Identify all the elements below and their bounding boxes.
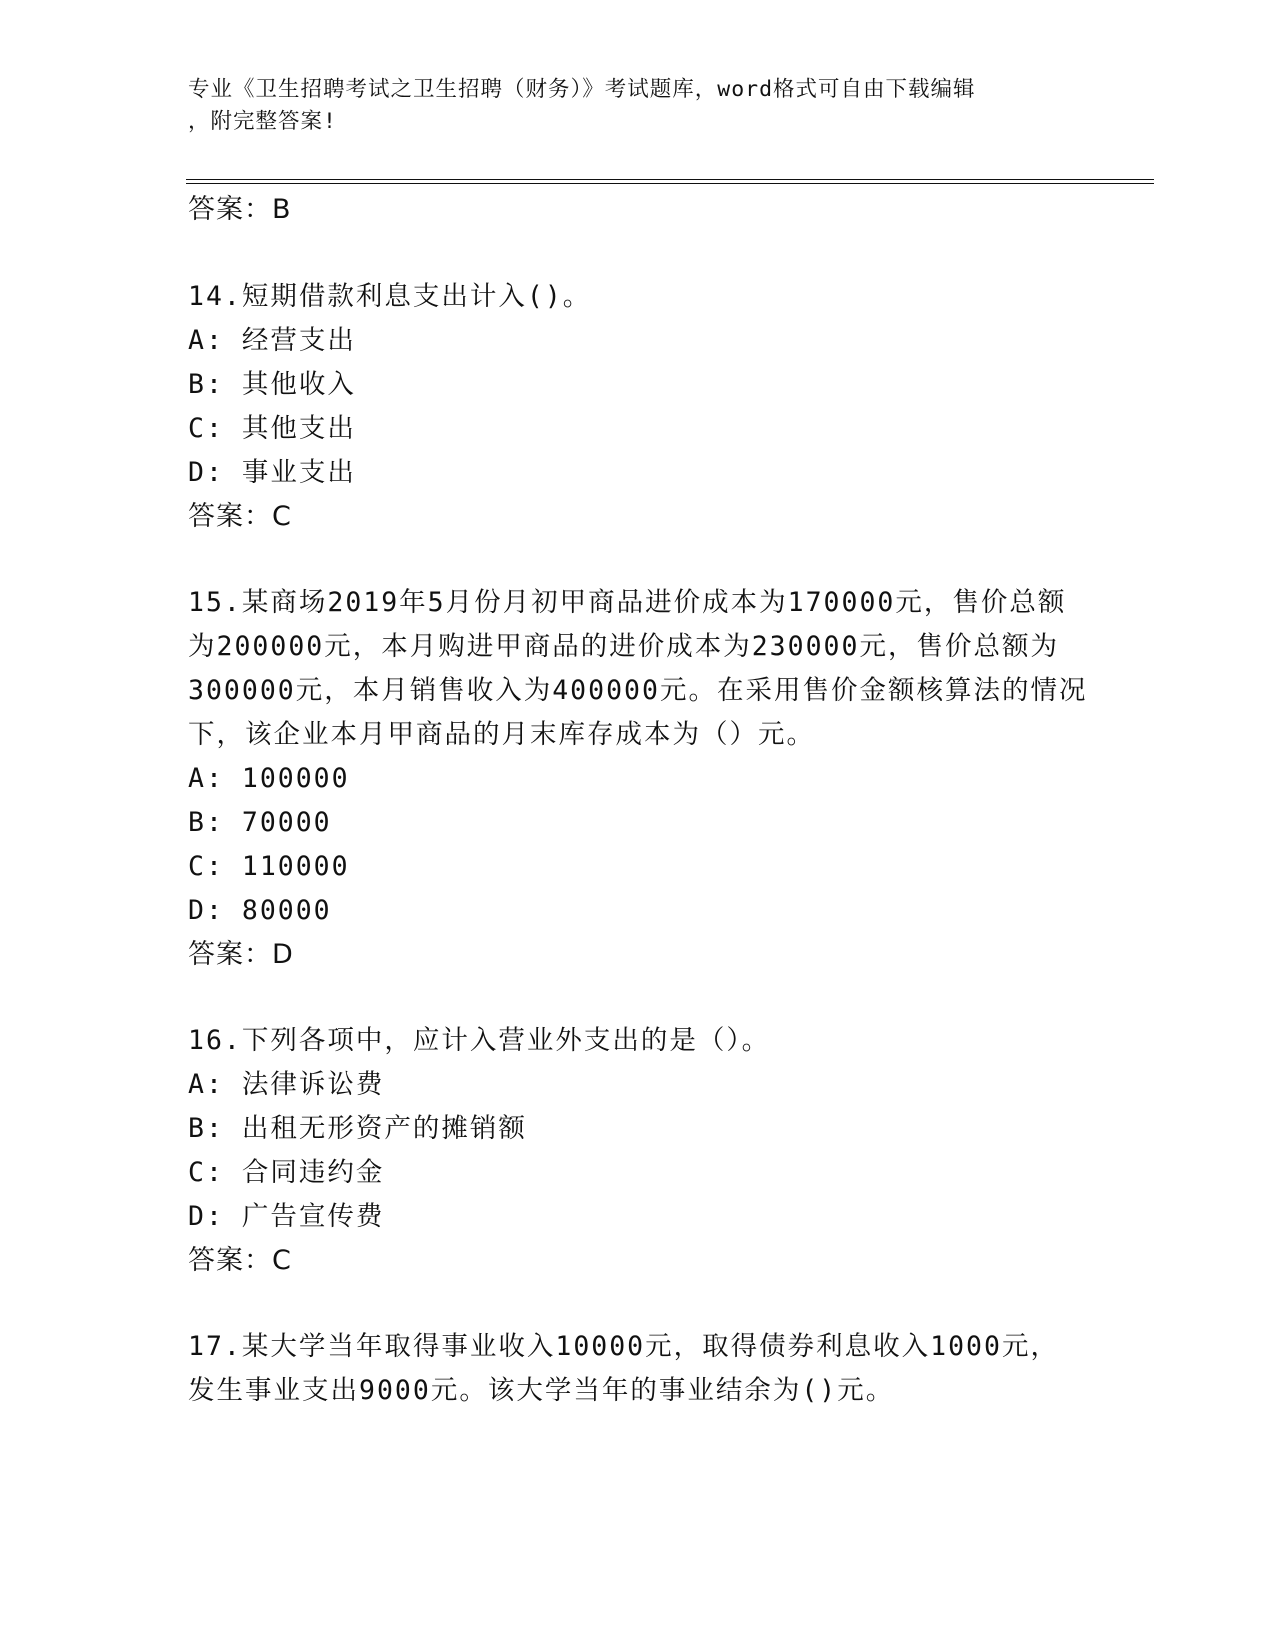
option-d: D: 80000: [188, 895, 332, 926]
option-c: C: 合同违约金: [188, 1157, 385, 1188]
option-c: C: 其他支出: [188, 413, 356, 444]
option-b: B: 其他收入: [188, 369, 356, 400]
question-text: 发生事业支出9000元。该大学当年的事业结余为()元。: [188, 1375, 895, 1406]
option-b: B: 70000: [188, 807, 332, 838]
option-d: D: 事业支出: [188, 457, 356, 488]
header-divider-top: [186, 179, 1154, 180]
header-line-2: ，附完整答案!: [188, 109, 337, 134]
option-a: A: 法律诉讼费: [188, 1069, 385, 1100]
question-text: 16.下列各项中，应计入营业外支出的是（）。: [188, 1025, 771, 1056]
question-text: 下，该企业本月甲商品的月末库存成本为（）元。: [188, 719, 815, 750]
answer-line: 答案：D: [188, 939, 294, 970]
option-a: A: 经营支出: [188, 325, 356, 356]
answer-line: 答案：B: [188, 194, 292, 225]
option-d: D: 广告宣传费: [188, 1201, 385, 1232]
header-divider-bottom: [186, 183, 1154, 184]
option-a: A: 100000: [188, 763, 350, 794]
document-header: [188, 74, 1088, 138]
question-text: 300000元，本月销售收入为400000元。在采用售价金额核算法的情况: [188, 675, 1088, 706]
question-text: 为200000元，本月购进甲商品的进价成本为230000元，售价总额为: [188, 631, 1059, 662]
option-c: C: 110000: [188, 851, 350, 882]
question-text: 14.短期借款利息支出计入()。: [188, 281, 592, 312]
question-text: 17.某大学当年取得事业收入10000元，取得债券利息收入1000元，: [188, 1331, 1059, 1362]
header-line-1: 专业《卫生招聘考试之卫生招聘（财务）》考试题库，word格式可自由下载编辑: [188, 77, 976, 102]
question-text: 15.某商场2019年5月份月初甲商品进价成本为170000元，售价总额: [188, 587, 1067, 618]
option-b: B: 出租无形资产的摊销额: [188, 1113, 527, 1144]
answer-line: 答案：C: [188, 1245, 292, 1276]
answer-line: 答案：C: [188, 501, 292, 532]
